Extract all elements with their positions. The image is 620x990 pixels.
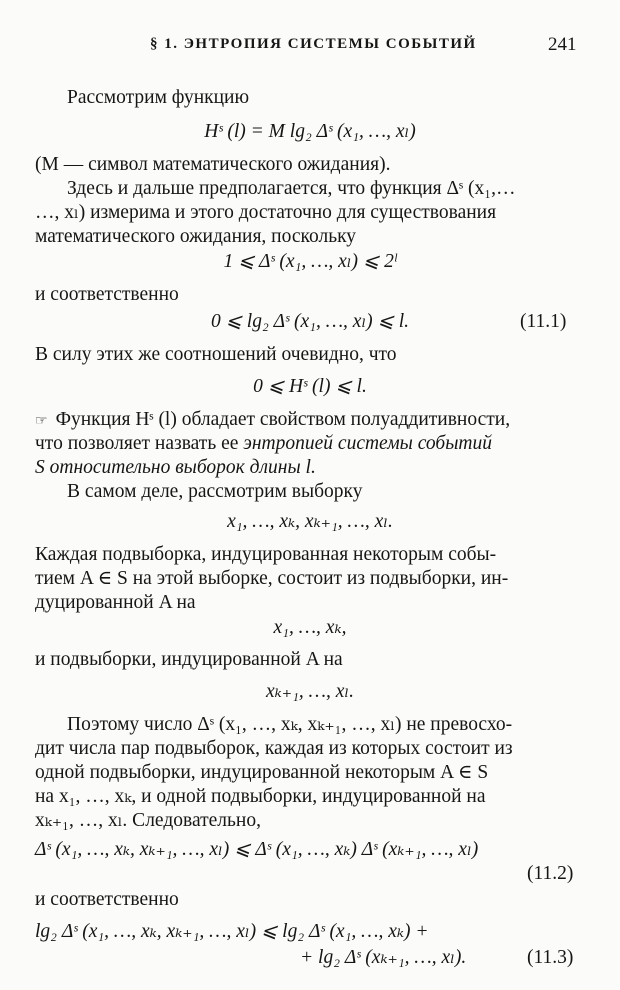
text-line: S относительно выборок длины l. <box>35 457 316 478</box>
text-line: дуцированной A на <box>35 592 196 613</box>
text-line: …, xₗ) измерима и этого достаточно для существования <box>35 202 497 223</box>
equation-bounds: 1 ⩽ Δˢ (x₁, …, xₗ) ⩽ 2ˡ <box>223 251 397 272</box>
text-span: Функция Hˢ (l) обладает свойством полуаддитивности, <box>55 409 511 430</box>
text-line: и соответственно <box>35 889 179 910</box>
text-line: xₖ₊₁, …, xₗ. Следовательно, <box>35 810 261 831</box>
equation-number: (11.1) <box>520 311 567 332</box>
text-line: Здесь и дальше предполагается, что функция Δˢ (x₁,… <box>67 178 516 199</box>
text-line <box>35 432 620 456</box>
text-line: на x₁, …, xₖ, и одной подвыборки, индуцированной на <box>35 786 486 807</box>
text-line: и подвыборки, индуцированной A на <box>35 649 343 670</box>
equation-number: (11.3) <box>527 947 574 968</box>
text-span: что позволяет назвать ее <box>35 433 244 454</box>
text-line <box>35 408 620 434</box>
text-line: одной подвыборки, индуцированной некоторым A ∈ S <box>35 762 489 783</box>
equation-11-3-line1: lg₂ Δˢ (x₁, …, xₖ, xₖ₊₁, …, xₗ) ⩽ lg₂ Δˢ (x₁, …, xₖ) + <box>35 921 429 942</box>
text-line: тием A ∈ S на этой выборке, состоит из подвыборки, ин- <box>35 568 509 589</box>
pointing-hand-icon: ☞ <box>35 414 48 429</box>
equation-11-3-line2: + lg₂ Δˢ (xₖ₊₁, …, xₗ). <box>300 947 467 968</box>
equation-entropy-definition: Hˢ (l) = M lg₂ Δˢ (x₁, …, xₗ) <box>204 121 416 142</box>
text-line: В силу этих же соотношений очевидно, что <box>35 344 397 365</box>
equation-subsample-1: x₁, …, xₖ, <box>273 617 347 638</box>
text-line: математического ожидания, поскольку <box>35 226 357 247</box>
equation-number: (11.2) <box>527 863 574 884</box>
text-line: дит числа пар подвыборок, каждая из которых состоит из <box>35 738 513 759</box>
text-line: Поэтому число Δˢ (x₁, …, xₖ, xₖ₊₁, …, xₗ) не превосхо- <box>67 714 513 735</box>
equation-11-1: 0 ⩽ lg₂ Δˢ (x₁, …, xₗ) ⩽ l. <box>210 311 410 332</box>
running-header: § 1. ЭНТРОПИЯ СИСТЕМЫ СОБЫТИЙ <box>150 36 477 52</box>
equation-entropy-bounds: 0 ⩽ Hˢ (l) ⩽ l. <box>253 376 367 397</box>
text-line: В самом деле, рассмотрим выборку <box>67 481 363 502</box>
page-number: 241 <box>548 34 577 55</box>
text-line: (M — символ математического ожидания). <box>35 154 391 175</box>
equation-subsample-2: xₖ₊₁, …, xₗ. <box>266 681 354 702</box>
equation-11-2: Δˢ (x₁, …, xₖ, xₖ₊₁, …, xₗ) ⩽ Δˢ (x₁, …, xₖ) Δˢ (xₖ₊₁, …, xₗ) <box>35 839 479 860</box>
term-emphasis: энтропией системы событий <box>243 433 493 454</box>
text-line: Рассмотрим функцию <box>67 87 250 108</box>
equation-sample: x₁, …, xₖ, xₖ₊₁, …, xₗ. <box>227 511 393 532</box>
text-line: и соответственно <box>35 284 179 305</box>
text-line: Каждая подвыборка, индуцированная некоторым собы- <box>35 544 497 565</box>
